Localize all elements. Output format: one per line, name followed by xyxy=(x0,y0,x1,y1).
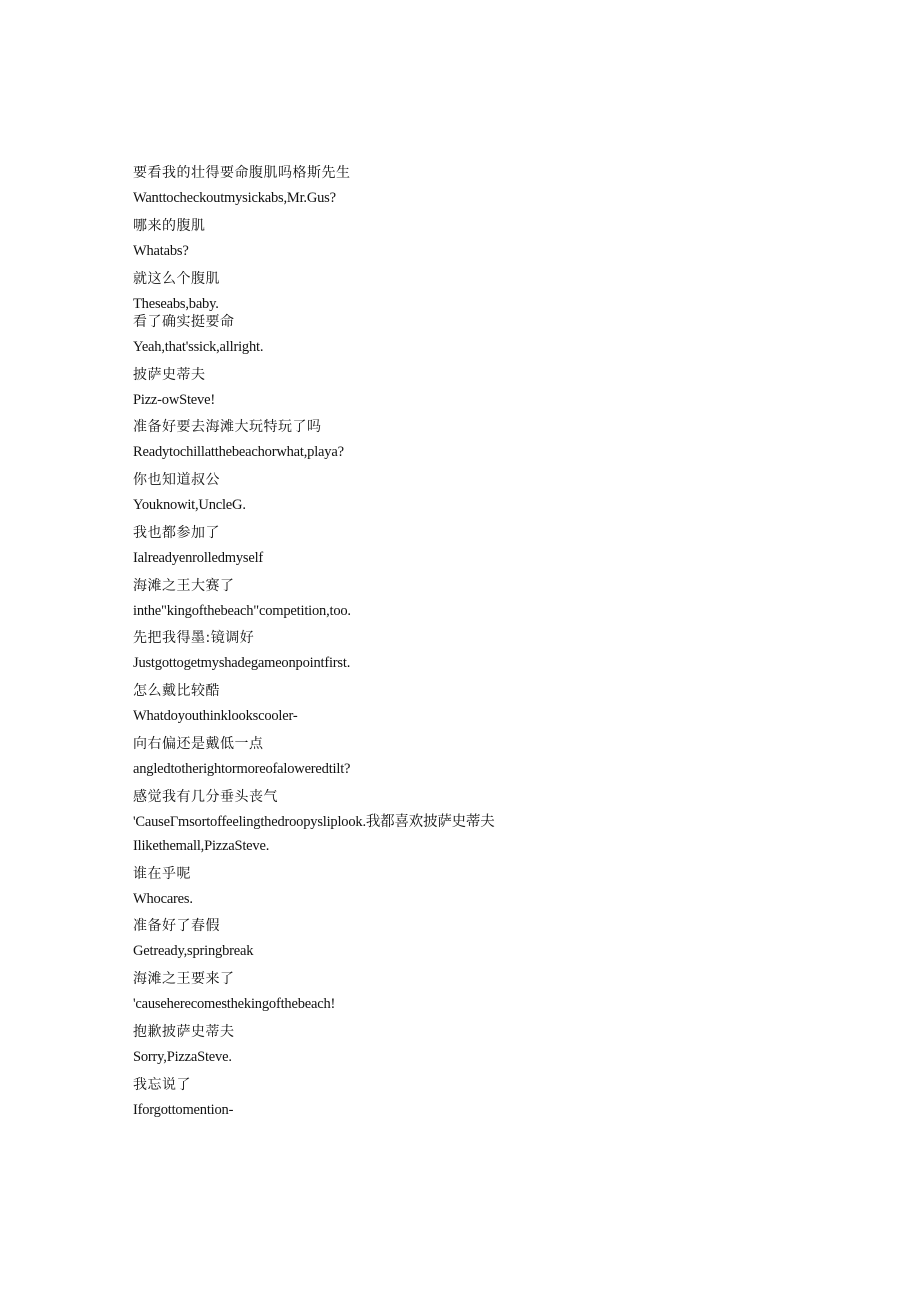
text-line: 海滩之王大赛了 xyxy=(133,578,235,594)
text-line: Ilikethemall,PizzaSteve. xyxy=(133,838,270,854)
text-line: 就这么个腹肌 xyxy=(133,271,220,287)
text-line: Justgottogetmyshadegameonpointfirst. xyxy=(133,655,351,671)
text-line: Youknowit,UncleG. xyxy=(133,497,246,513)
text-line: angledtotherightormoreofaloweredtilt? xyxy=(133,761,351,777)
text-line: 抱歉披萨史蒂夫 xyxy=(133,1024,235,1040)
text-line: 先把我得墨:镜调好 xyxy=(133,630,255,646)
text-line: 'CauseΓmsortoffeelingthedroopysliplook.我都喜欢披萨史蒂夫 xyxy=(133,814,495,830)
text-line: 准备好了春假 xyxy=(133,918,220,934)
text-line: 要看我的壮得要命腹肌吗格斯先生 xyxy=(133,165,351,181)
text-line: 怎么戴比较酷 xyxy=(133,683,220,699)
text-line: Getready,springbreak xyxy=(133,943,254,959)
text-line: 我忘说了 xyxy=(133,1077,191,1093)
text-line: Wanttocheckoutmysickabs,Mr.Gus? xyxy=(133,190,336,206)
text-line: Yeah,that'ssick,allright. xyxy=(133,339,264,355)
text-line: 'causeherecomesthekingofthebeach! xyxy=(133,996,336,1012)
text-line: Readytochillatthebeachorwhat,playa? xyxy=(133,444,344,460)
text-line: 准备好要去海滩大玩特玩了吗 xyxy=(133,419,322,435)
text-line: 披萨史蒂夫 xyxy=(133,367,206,383)
text-line: 感觉我有几分垂头丧气 xyxy=(133,789,278,805)
text-line: 向右偏还是戴低一点 xyxy=(133,736,264,752)
text-line: Theseabs,baby. xyxy=(133,296,219,312)
text-line: Whocares. xyxy=(133,891,193,907)
text-line: 看了确实挺要命 xyxy=(133,314,235,330)
text-line: Iforgottomention- xyxy=(133,1102,234,1118)
text-line: inthe"kingofthebeach"competition,too. xyxy=(133,603,351,619)
text-line: Ialreadyenrolledmyself xyxy=(133,550,264,566)
text-line: 谁在乎呢 xyxy=(133,866,191,882)
text-line: Pizz-owSteve! xyxy=(133,392,215,408)
text-line: 海滩之王要来了 xyxy=(133,971,235,987)
text-line: Sorry,PizzaSteve. xyxy=(133,1049,232,1065)
text-line: Whatabs? xyxy=(133,243,189,259)
text-line: Whatdoyouthinklookscooler- xyxy=(133,708,298,724)
text-line: 我也都参加了 xyxy=(133,525,220,541)
text-line: 你也知道叔公 xyxy=(133,472,220,488)
text-line: 哪来的腹肌 xyxy=(133,218,206,234)
